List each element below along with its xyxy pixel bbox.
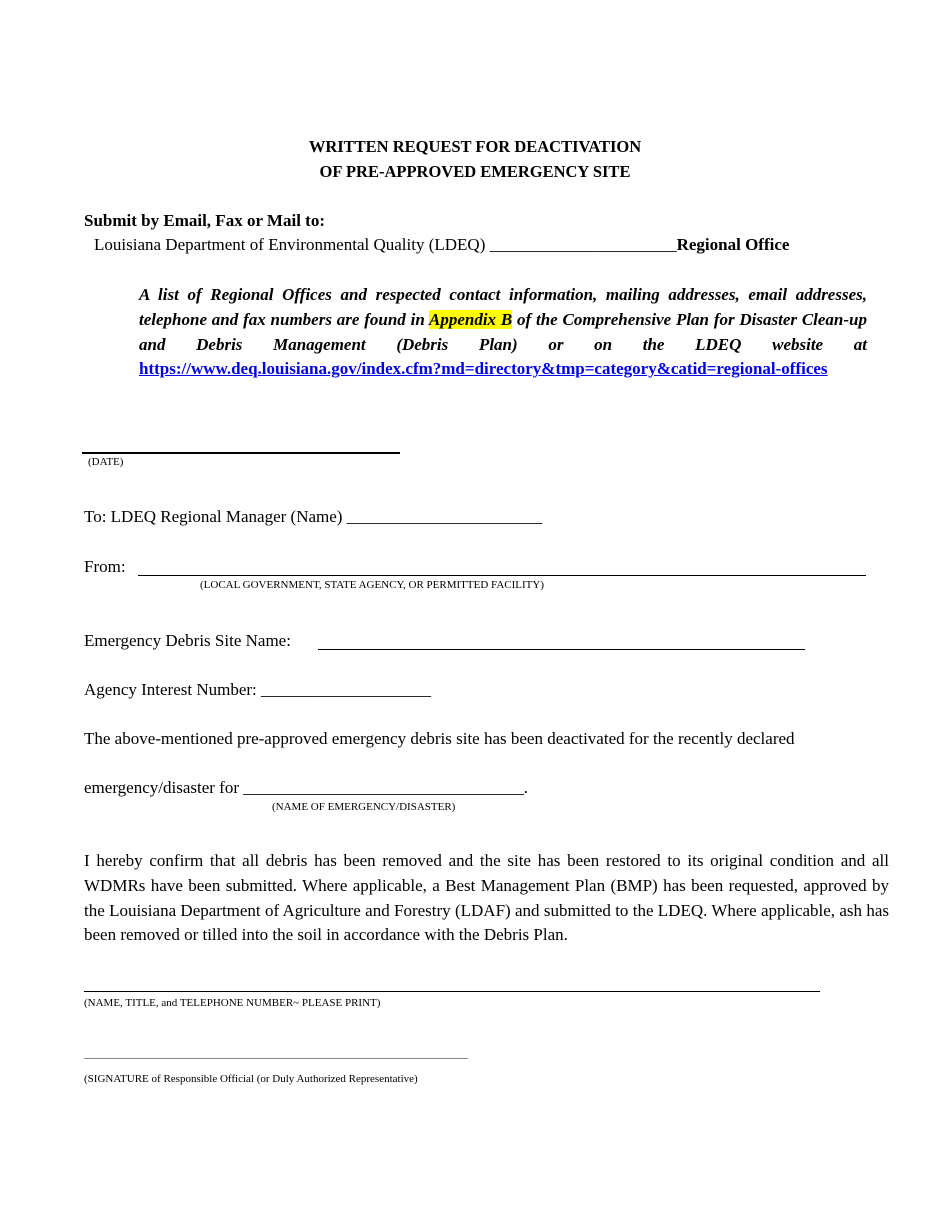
name-title-phone-line[interactable] <box>84 991 820 992</box>
from-line[interactable] <box>138 575 866 576</box>
site-name-line[interactable] <box>318 649 805 650</box>
emergency-sublabel: (NAME OF EMERGENCY/DISASTER) <box>272 801 456 813</box>
regional-office-label: Regional Office <box>676 235 790 254</box>
agency-interest-label: Agency Interest Number: <box>84 680 257 699</box>
to-row <box>84 507 542 527</box>
regional-offices-note <box>139 283 867 382</box>
regional-office-blank[interactable]: ______________________ <box>489 235 677 254</box>
appendix-b-highlight: Appendix B <box>428 309 513 329</box>
form-title-line-2: OF PRE-APPROVED EMERGENCY SITE <box>319 162 631 181</box>
confirmation-paragraph: I hereby confirm that all debris has been removed and the site has been restored to its original condition and all WDMRs have been submitted. Where applicable, a Best Management Plan (BMP) has been requested, approved by the Louisiana Department of Agriculture and Forestry (LDAF) and submitted to the LDEQ. Where applicable, ash has been removed or tilled into the soil in accordance with the Debris Plan. <box>84 851 889 945</box>
emergency-row <box>84 778 528 798</box>
deactivation-statement: The above-mentioned pre-approved emergency debris site has been deactivated for the recently declared <box>84 729 795 748</box>
signature-line[interactable] <box>84 1058 468 1059</box>
emergency-period: . <box>523 778 528 797</box>
to-name-blank[interactable]: _______________________ <box>346 507 543 526</box>
agency-interest-blank[interactable]: ____________________ <box>261 680 432 699</box>
date-label: (DATE) <box>88 456 124 468</box>
site-name-label: Emergency Debris Site Name: <box>84 631 291 650</box>
emergency-name-blank[interactable]: _________________________________ <box>243 778 524 797</box>
to-label: To: LDEQ Regional Manager (Name) <box>84 507 343 526</box>
from-sublabel: (LOCAL GOVERNMENT, STATE AGENCY, OR PERMITTED FACILITY) <box>200 579 544 591</box>
agency-interest-row <box>84 680 431 700</box>
agency-name: Louisiana Department of Environmental Quality (LDEQ) <box>94 235 486 254</box>
date-line[interactable] <box>82 452 400 454</box>
note-text-after: of the Comprehensive Plan for Disaster Clean-up and Debris Management (Debris Plan) or on the LDEQ website at <box>139 309 868 354</box>
submit-heading: Submit by Email, Fax or Mail to: <box>84 211 325 230</box>
regional-offices-link[interactable]: https://www.deq.louisiana.gov/index.cfm?md=directory&tmp=category&catid=regional-offices <box>139 359 828 379</box>
signature-label: (SIGNATURE of Responsible Official (or Duly Authorized Representative) <box>84 1073 418 1085</box>
submit-agency-line <box>94 235 789 255</box>
emergency-label: emergency/disaster for <box>84 778 239 797</box>
note-text-before: A list of Regional Offices and respected contact information, mailing addresses, email addresses, telephone and fax numbers are found in <box>139 285 867 329</box>
from-label: From: <box>84 557 126 576</box>
name-title-phone-label: (NAME, TITLE, and TELEPHONE NUMBER~ PLEASE PRINT) <box>84 997 381 1009</box>
form-title-line-1: WRITTEN REQUEST FOR DEACTIVATION <box>308 137 642 156</box>
